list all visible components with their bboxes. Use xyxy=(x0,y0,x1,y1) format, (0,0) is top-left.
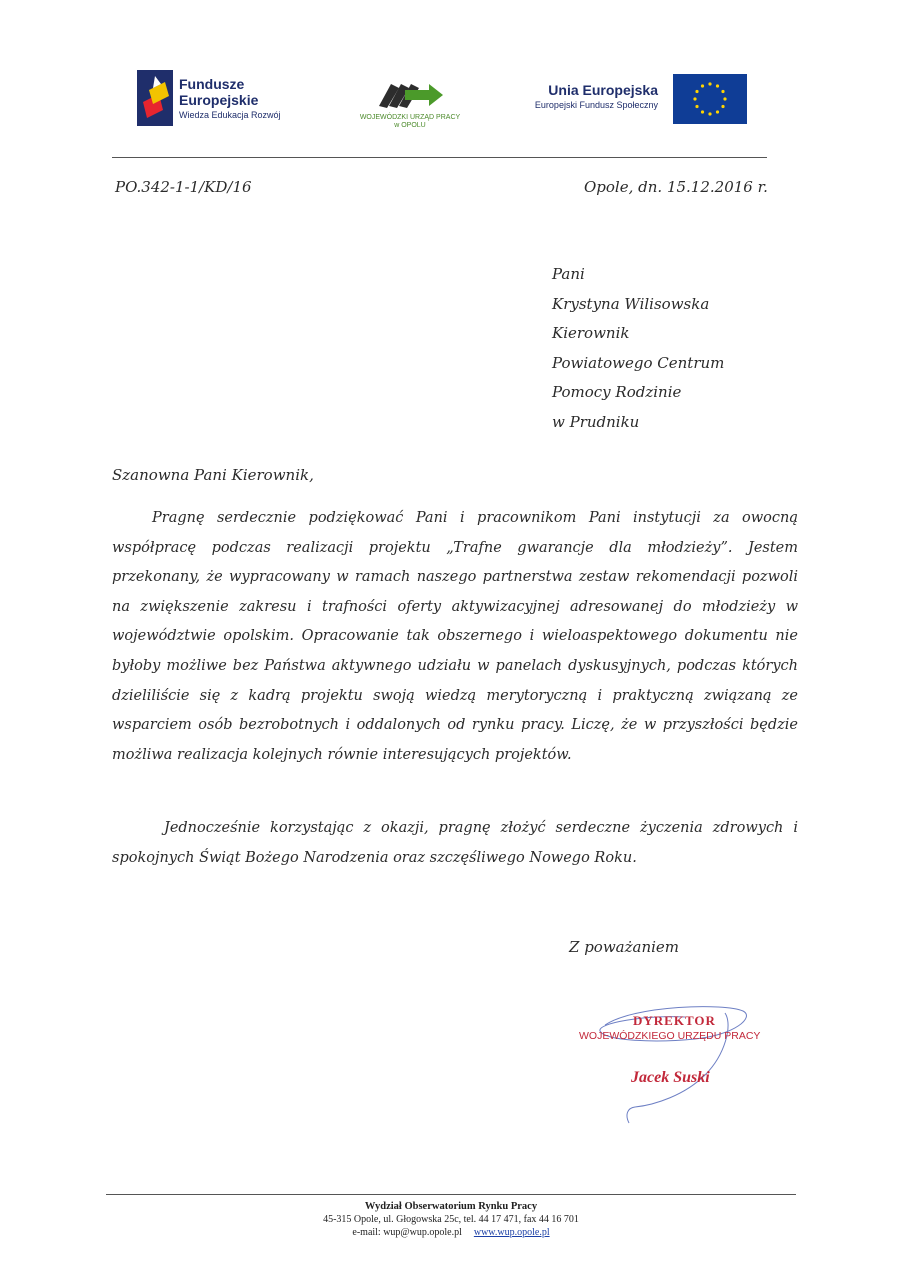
unia-europejska-logo xyxy=(500,72,750,128)
fundusze-europejskie-mark-icon xyxy=(137,70,173,126)
closing: Z poważaniem xyxy=(569,938,680,956)
recipient-line: w Prudniku xyxy=(552,412,640,431)
recipient-line: Powiatowego Centrum xyxy=(552,353,725,372)
wup-logo-line2: w OPOLU xyxy=(394,122,426,129)
recipient-line: Kierownik xyxy=(552,324,630,342)
recipient-line: Pomocy Rodzinie xyxy=(552,383,682,401)
eu-flag-icon xyxy=(673,74,747,124)
footer xyxy=(106,1200,796,1239)
fe-logo-tagline: Wiedza Edukacja Rozwój xyxy=(179,110,281,120)
stamp-title: DYREKTOR xyxy=(633,1013,716,1028)
fe-logo-line2: Europejskie xyxy=(179,92,259,108)
wup-logo xyxy=(340,78,480,138)
ue-logo-subtitle: Europejski Fundusz Społeczny xyxy=(534,100,658,110)
body-paragraph-2: Jednocześnie korzystając z okazji, pragnę złożyć serdeczne życzenia zdrowych i spokojnych Świąt Bożego Narodzenia oraz szczęśliwego Nowego Roku. xyxy=(112,820,798,866)
footer-website-link[interactable]: www.wup.opole.pl xyxy=(473,1227,550,1238)
footer-department: Wydział Obserwatorium Rynku Pracy xyxy=(364,1201,538,1212)
footer-contact xyxy=(106,1226,796,1239)
wup-logo-line1: WOJEWÓDZKI URZĄD PRACY xyxy=(359,114,461,121)
ue-logo-title: Unia Europejska xyxy=(548,82,658,98)
place-date: Opole, dn. 15.12.2016 r. xyxy=(584,178,768,196)
footer-email: e-mail: wup@wup.opole.pl xyxy=(352,1227,462,1238)
reference-number: PO.342-1-1/KD/16 xyxy=(115,178,252,196)
fundusze-europejskie-logo xyxy=(137,70,327,128)
wup-arrows-icon xyxy=(375,78,445,110)
footer-address: 45-315 Opole, ul. Głogowska 25c, tel. 44 17 471, fax 44 16 701 xyxy=(323,1214,579,1225)
stamp-name: Jacek Suski xyxy=(631,1069,710,1086)
recipient-line: Pani xyxy=(552,265,585,283)
director-stamp xyxy=(575,995,785,1125)
stamp-subtitle: WOJEWÓDZKIEGO URZĘDU PRACY xyxy=(579,1030,761,1042)
greeting: Szanowna Pani Kierownik, xyxy=(112,466,314,484)
body-paragraph-1: Pragnę serdecznie podziękować Pani i pracownikom Pani instytucji za owocną współpracę podczas realizacji projektu „Trafne gwarancje dla młodzieży”. Jestem przekonany, że wypracowany w ramach naszego partnerstwa zestaw rekomendacji pozwoli na zwiększenie zakresu i trafności oferty aktywizacyjnej adresowanej do młodzieży w województwie opolskim. Opracowanie tak obszernego i wieloaspektowego dokumentu nie byłoby możliwe bez Państwa aktywnego udziału w panelach dyskusyjnych, podczas których dzieliliście się z kadrą projektu swoją wiedzą merytoryczną i praktyczną związaną ze wsparciem osób bezrobotnych i oddalonych od rynku pracy. Liczę, że w przyszłości będzie możliwa realizacja kolejnych równie interesujących projektów. xyxy=(112,510,798,763)
recipient-line: Krystyna Wilisowska xyxy=(552,294,710,313)
footer-divider xyxy=(106,1194,796,1195)
header-divider xyxy=(112,157,767,158)
recipient-address xyxy=(552,260,724,437)
fe-logo-line1: Fundusze xyxy=(179,76,245,92)
